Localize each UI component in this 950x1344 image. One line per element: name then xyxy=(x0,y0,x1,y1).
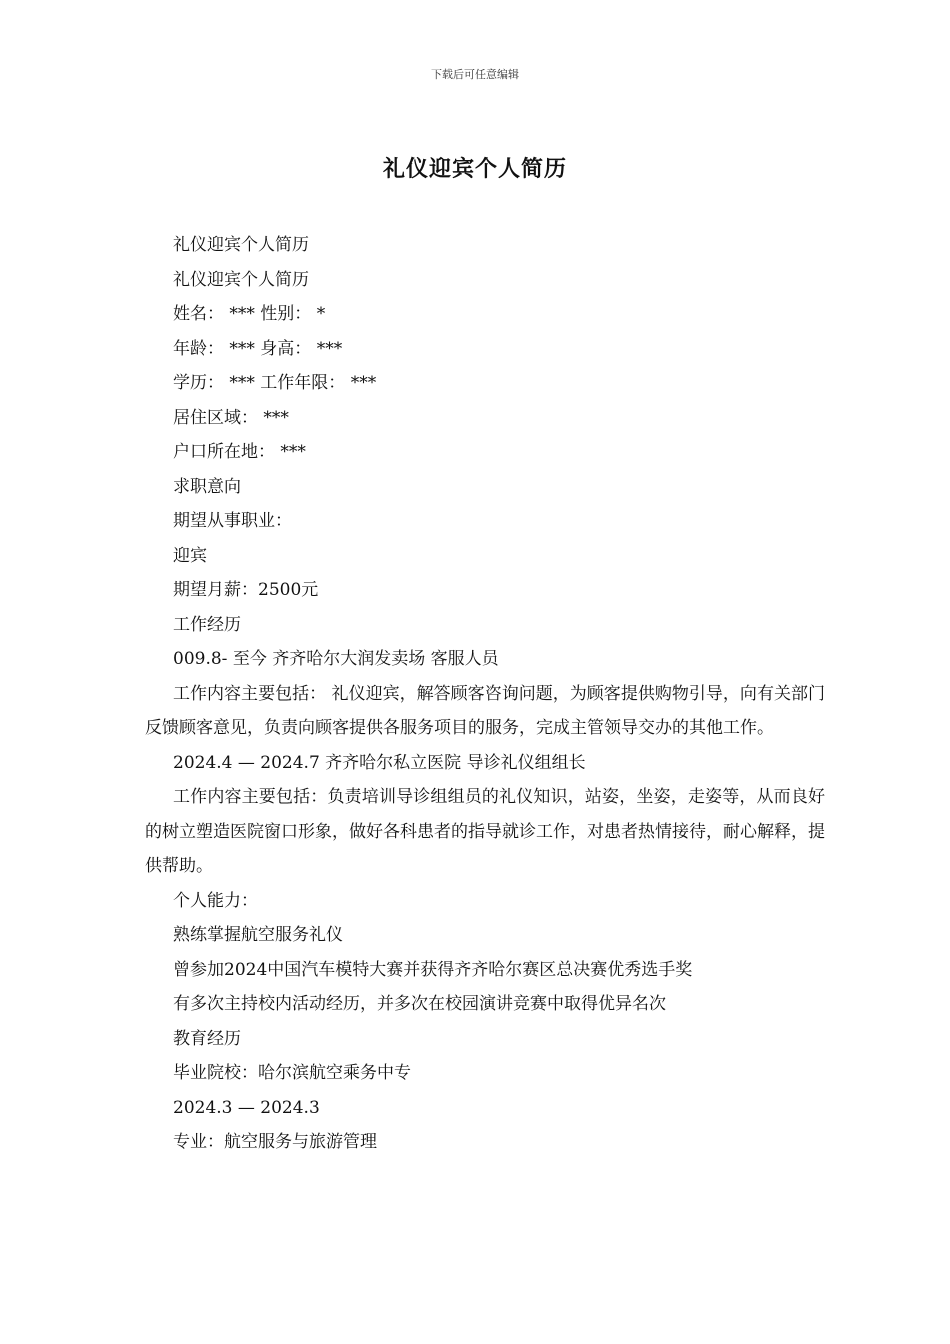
job2-header: 2024.4 — 2024.7 齐齐哈尔私立医院 导诊礼仪组组长 xyxy=(173,752,586,773)
school-line: 毕业院校：哈尔滨航空乘务中专 xyxy=(173,1063,411,1083)
ability-item: 曾参加2024中国汽车模特大赛并获得齐齐哈尔赛区总决赛优秀选手奖 xyxy=(173,959,693,980)
job1-description: 工作内容主要包括： 礼仪迎宾，解答顾客咨询问题，为顾客提供购物引导，向有关部门反馈顾客意见，负责向顾客提供各服务项目的服务，完成主管领导交办的其他工作。 xyxy=(145,683,825,738)
expected-salary-line: 期望月薪：2500元 xyxy=(173,580,319,600)
document-title: 礼仪迎宾个人简历 xyxy=(382,156,567,182)
name-gender-line: 姓名： *** 性别： * xyxy=(173,304,326,324)
expected-occupation-label: 期望从事职业： xyxy=(173,511,292,531)
education-years-line: 学历： *** 工作年限： *** xyxy=(173,373,377,393)
ability-item: 熟练掌握航空服务礼仪 xyxy=(173,925,343,945)
job1-header: 009.8- 至今 齐齐哈尔大润发卖场 客服人员 xyxy=(173,649,499,669)
expected-occupation-value: 迎宾 xyxy=(173,545,207,566)
section-heading-work-experience: 工作经历 xyxy=(173,614,241,635)
hukou-line: 户口所在地： *** xyxy=(173,442,306,462)
residence-line: 居住区域： *** xyxy=(173,407,289,428)
header-note: 下载后可任意编辑 xyxy=(431,68,519,81)
body-line: 礼仪迎宾个人简历 xyxy=(173,235,309,255)
age-height-line: 年龄： *** 身高： *** xyxy=(173,338,343,359)
major-line: 专业：航空服务与旅游管理 xyxy=(173,1132,377,1152)
document-body xyxy=(145,228,825,1160)
body-line: 礼仪迎宾个人简历 xyxy=(173,269,309,290)
section-heading-abilities: 个人能力： xyxy=(173,890,258,911)
ability-item: 有多次主持校内活动经历，并多次在校园演讲竞赛中取得优异名次 xyxy=(173,994,666,1014)
section-heading-job-intention: 求职意向 xyxy=(173,476,241,497)
section-heading-education: 教育经历 xyxy=(173,1028,241,1049)
education-dates-line: 2024.3 — 2024.3 xyxy=(173,1097,320,1118)
job2-description: 工作内容主要包括：负责培训导诊组组员的礼仪知识，站姿，坐姿，走姿等，从而良好的树立塑造医院窗口形象，做好各科患者的指导就诊工作，对患者热情接待，耐心解释，提供帮助。 xyxy=(145,787,825,876)
